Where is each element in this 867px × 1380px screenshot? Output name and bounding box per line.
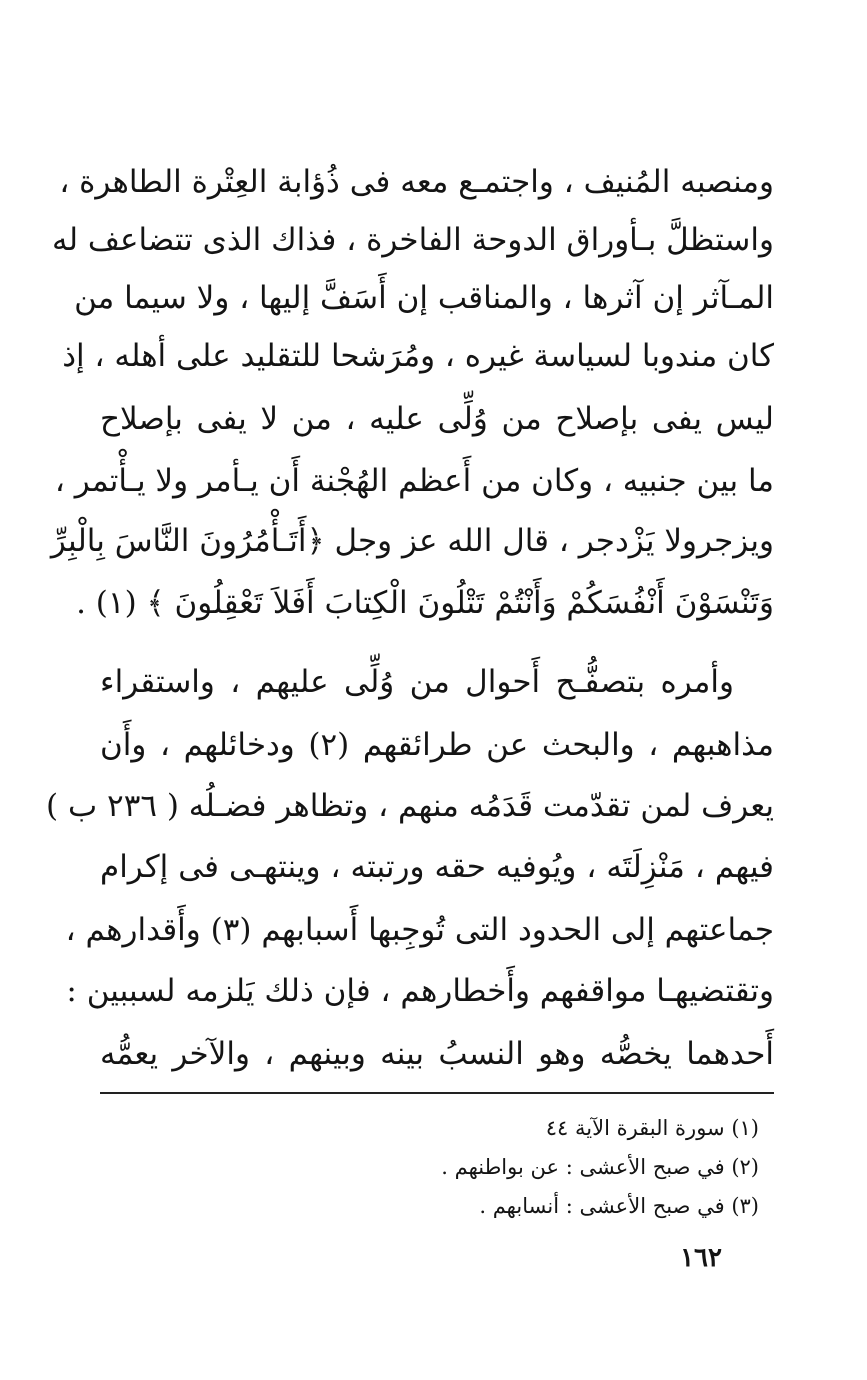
body-line-4: كان مندوبا لسياسة غيره ، ومُرَشحا للتقليد على أهله ، إذ [62,338,774,374]
body-line-7: ويزجرولا يَزْدجر ، قال الله عز وجل ﴿أَتَـأْمُرُونَ النَّاسَ بِالْبِرِّ [50,523,774,559]
footnote-3: (٣) في صبح الأعشى : أنسابهم . [479,1194,759,1218]
body-line-5: ليس يفى بإصلاح من وُلِّى عليه ، من لا يفى بإصلاح [100,401,774,437]
paragraph-2-line-2: مذاهبهم ، والبحث عن طرائقهم (٢) ودخائلهم ، وأَن [100,727,774,763]
footnote-1: (١) سورة البقرة الآية ٤٤ [545,1116,759,1140]
body-line-3: المـآثر إن آثرها ، والمناقب إن أَسَفَّ إليها ، ولا سيما من [74,280,774,316]
paragraph-2-line-3: يعرف لمن تقدّمت قَدَمُه منهم ، وتظاهر فضـلُه ( ٢٣٦ ب ) [46,788,774,824]
footnote-2: (٢) في صبح الأعشى : عن بواطنهم . [441,1155,759,1179]
page-number: ١٦٢ [680,1243,722,1273]
paragraph-2-line-5: جماعتهم إلى الحدود التى تُوجِبها أَسبابهم (٣) وأَقدارهم ، [65,912,774,948]
paragraph-2-line-1: وأمره بتصفُّـح أَحوال من وُلِّى عليهم ، واستقراء [100,664,734,700]
body-line-1: ومنصبه المُنيف ، واجتمـع معه فى ذُؤابة العِتْرة الطاهرة ، [59,164,774,200]
paragraph-2-line-4: فيهم ، مَنْزِلَتَه ، ويُوفيه حقه ورتبته ، وينتهـى فى إكرام [100,849,774,885]
paragraph-2-line-7: أَحدهما يخصُّه وهو النسبُ بينه وبينهم ، والآخر يعمُّه [100,1036,774,1072]
body-line-2: واستظلَّ بـأوراق الدوحة الفاخرة ، فذاك الذى تتضاعف له [51,222,774,258]
body-line-8: وَتَنْسَوْنَ أَنْفُسَكُمْ وَأَنْتُمْ تَتْلُونَ الْكِتابَ أَفَلاَ تَعْقِلُونَ ﴾ (١) . [76,585,774,621]
footnote-separator [100,1092,774,1094]
paragraph-2-line-6: وتقتضيهـا مواقفهم وأَخطارهم ، فإن ذلك يَلزمه لسببين : [66,973,774,1009]
body-line-6: ما بين جنبيه ، وكان من أَعظم الهُجْنة أَن يـأمر ولا يـأْتمر ، [54,463,774,499]
